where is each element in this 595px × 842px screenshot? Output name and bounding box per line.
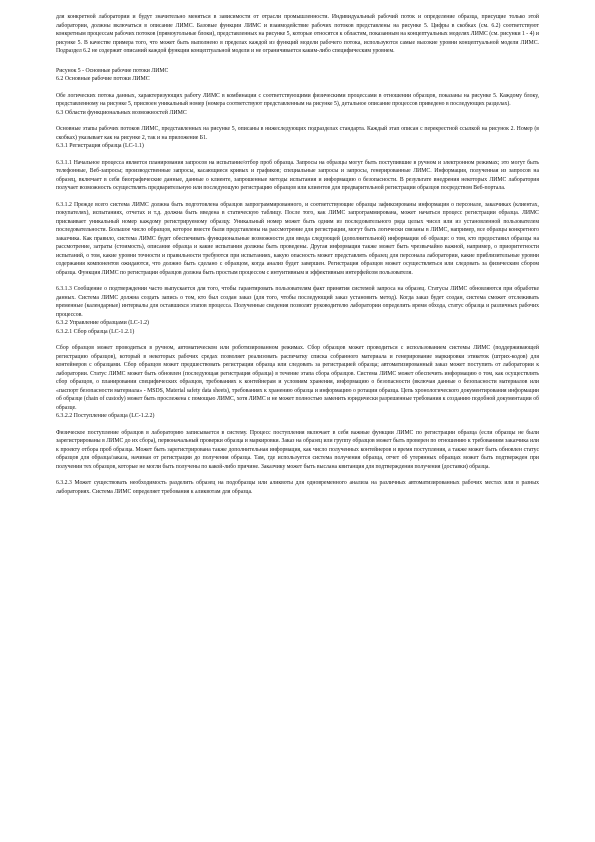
subsection-6-3-2-1-heading: 6.3.2.1 Сбор образца (LC-1.2.1): [56, 328, 135, 335]
intro-text: для конкретной лаборатории и будут значительно меняться в зависимости от отрасли промышленности. Индивидуальный рабочий поток и определение образца, присущие только этой лаборатории, должны включаться в описание ЛИМС. Базовые функции ЛИМС и взаимодействие рабочих потоков представлены на рисунке 5. Цифры в скобках (см. 6.2) соответствуют конкретным процессам рабочих потоков (прямоугольные блоки), представленных на рисунке 5, которые относятся к областям, показанным на концептуальных моделях ЛИМС (см. рисунки 1 - 4) и рисунке 5. В качестве примера того, что может быть выполнено в пределах каждой из функций модели рабочего потока, используются самые высокие уровни концептуальной модели ЛИМС. Подраздел 6.2 не содержит описаний каждой функции концептуальной модели и не ограничивается каким-либо специфическим уровнем.: [56, 14, 539, 54]
section-6-3-paragraph: Основные этапы рабочих потоков ЛИМС, представленных на рисунке 5, описаны в нижеследующих подразделах стандарта. Каждый этап описан с перекрестной ссылкой на рисунок 2. Номер (в скобках) указывает как на рисунке 2, так и на приложение Б1.: [56, 126, 539, 141]
section-6-2-heading: 6.2 Основные рабочие потоки ЛИМС: [56, 76, 150, 82]
paragraph-6-3-2-3: 6.3.2.3 Может существовать необходимость разделить образец на подобразцы или аликвоты для одновременного анализа на различных автоматизированных рабочих местах или в разных лабораториях. Система ЛИМС определяет требования к аликвотам для образца.: [56, 480, 539, 495]
paragraph-6-3-1-3: 6.3.1.3 Сообщение о подтверждении часто выпускается для того, чтобы гарантировать пользователям факт принятия системой запроса на образец. Статусы ЛИМС обновляются при обработке данных. Система ЛИМС должна создать запись о том, кто был создан заказ (для того, чтобы последующий заказ установить метод). Когда заказ будет создан, система сможет отслеживать временные (календарные) интервалы для оставшихся этапов процесса. Полученные сведения позволят руководителю лаборатории определить время обхода, статус образца и различных рабочих процессов.: [56, 286, 539, 318]
paragraph-6-3-1-2: 6.3.1.2 Прежде всего система ЛИМС должна быть подготовлена образцов запрограммированного, и соответствующие образцы зафиксированы информация о персонале, заказчиках (клиентах, покупателях), испытаниях, отчетах и т.д. должна быть введена в статическую таблицу. После того, как ЛИМС запрограммирована, может начаться процесс регистрации образца. ЛИМС присваивает уникальный номер каждому регистрируемому образцу. Уникальный номер может быть одним из последовательного ряда целых чисел или из установленной пользователем последовательности. Большое число образцов, которое вместе были представлены на рассмотрение для регистрации, могут быть логически связаны в ЛИМС, например, все образцы конкретного заказчика. Как правило, система ЛИМС будет обеспечивать функциональные возможности для ввода следующей (дополнительной) информации об образце: о том, кто предоставил образцы на рассмотрение, затраты (стоимость), описание образца и какие испытания должны быть проведены. Другая информация также может быть чрезвычайно важной, например, о приоритетности испытаний, о том, какие уровни точности и правильности требуются при испытаниях, какую опасность может представлять образец для персонала лаборатории, какие приблизительные уровни содержания компонентов ожидаются, что должно быть сделано с образцом, когда анализ будет завершен. Регистрация образцов может осуществляться или следовать за физическим сбором образца. Функция ЛИМС по регистрации образцов должна быть простым процессом с интуитивным и эффективным интерфейсом пользователя.: [56, 201, 539, 276]
intro-paragraph: [56, 13, 539, 56]
subsection-6-3-2-2-heading: 6.3.2.2 Поступление образца (LC-1.2.2): [56, 413, 155, 419]
paragraph-6-3-2-2: Физическое поступление образцов в лабораторию записывается в систему. Процесс поступления включает в себя важные функции ЛИМС по регистрации образца (если образцы не были зарегистрированы в ЛИМС до их сбора), первоначальный проверки образца и маркировки. Заказ на образец или группу образцов может быть проверен по отношению к требованиям заказчика или к проекту отбора проб образца. Может быть зарегистрирована также дополнительная информация, как число полученных контейнеров и время поступления, а также может быть обновлен статус образцов для образца/заказа, начиная от регистрации до получения образца. Там, где используется система получения образца, отчет об утерянных образцах может быть подтвержден при получении тех образцов, которые не могли быть получены по какой-либо причине. Заказчику может быть выслана квитанция для подтверждения получения (доставки) образца.: [56, 429, 539, 470]
paragraph-6-3-1-1: 6.3.1.1 Начальное процесса является планирования запросов на испытание/отбор проб образца. Запросы на образцы могут быть поступившие в ручном и электронном режимах; это могут быть телефонные, Веб-запросы; производственные запросы, касающиеся кривых и графиков; специальные запросы и запросы, генерированные ЛИМС. Информация, полученная из запросов на образец, включает в себя биографические данные, данные о клиенте, запрошенные методы испытания и информацию о безопасности. В результате внедрения некоторых ЛИМС лаборатория получает возможность осуществлять предварительную или последующую регистрацию образцов или клиентов для предварительной регистрации образцов посредством Веб-портала.: [56, 159, 539, 191]
section-6-3-heading: 6.3 Области функциональных возможностей ЛИМС: [56, 109, 187, 116]
section-6-3-2-heading: 6.3.2 Управление образцами (LC-1.2): [56, 320, 149, 326]
section-6-3-1-heading: 6.3.1 Регистрация образца (LC-1.1): [56, 143, 144, 149]
figure-caption: Рисунок 5 - Основные рабочие потоки ЛИМС: [56, 67, 169, 74]
section-6-2-paragraph: Обе логических потока данных, характеризующих работу ЛИМС в комбинации с соответствующими физическими процессами в отношении образцов, показаны на рисунке 5. Каждому блоку, представленному на рисунке 5, присвоен уникальный номер (номера соответствуют представленным на рисунке 5), детальное описание процессов приведено в последующих разделах).: [56, 92, 539, 107]
paragraph-6-3-2-1: Сбор образцов может проводиться в ручном, автоматическом или роботизированном режимах. Сбор образцов может проводиться с использованием системы ЛИМС (поддерживающей регистрацию образцов), который в некоторых рабочих средах позволяет реализовать распечатку списка собранного материала и генерирование маркировки этикеток (штрих-кодов) для контейнеров с образцами. Сбор образцов может предшествовать регистрации образца или следовать за регистрацией образца; автоматизированный заказ может поступить от лаборатории к лаборатории. Статус ЛИМС может быть обновлен (последующая регистрация образца) в течение этапа сбора образцов. Система ЛИМС может обеспечить информацию о том, как осуществлять сбор образцов, о планировании специфических образцов, требованиях к контейнерам и условиям хранения, информацию о безопасности (включая данные о безопасности материалов или «паспорт безопасности материала» - MSDS, Material safety data sheets), требованиях к хранению образца и информацию о ротации образца. Цепь хронологического документирования информации об образце (chain of custody) может быть прослежена с помощью ЛИМС, хотя ЛИМС и не может полностью заменить юридически разрешенные требования к созданию подобной документации об образце.: [56, 345, 539, 411]
